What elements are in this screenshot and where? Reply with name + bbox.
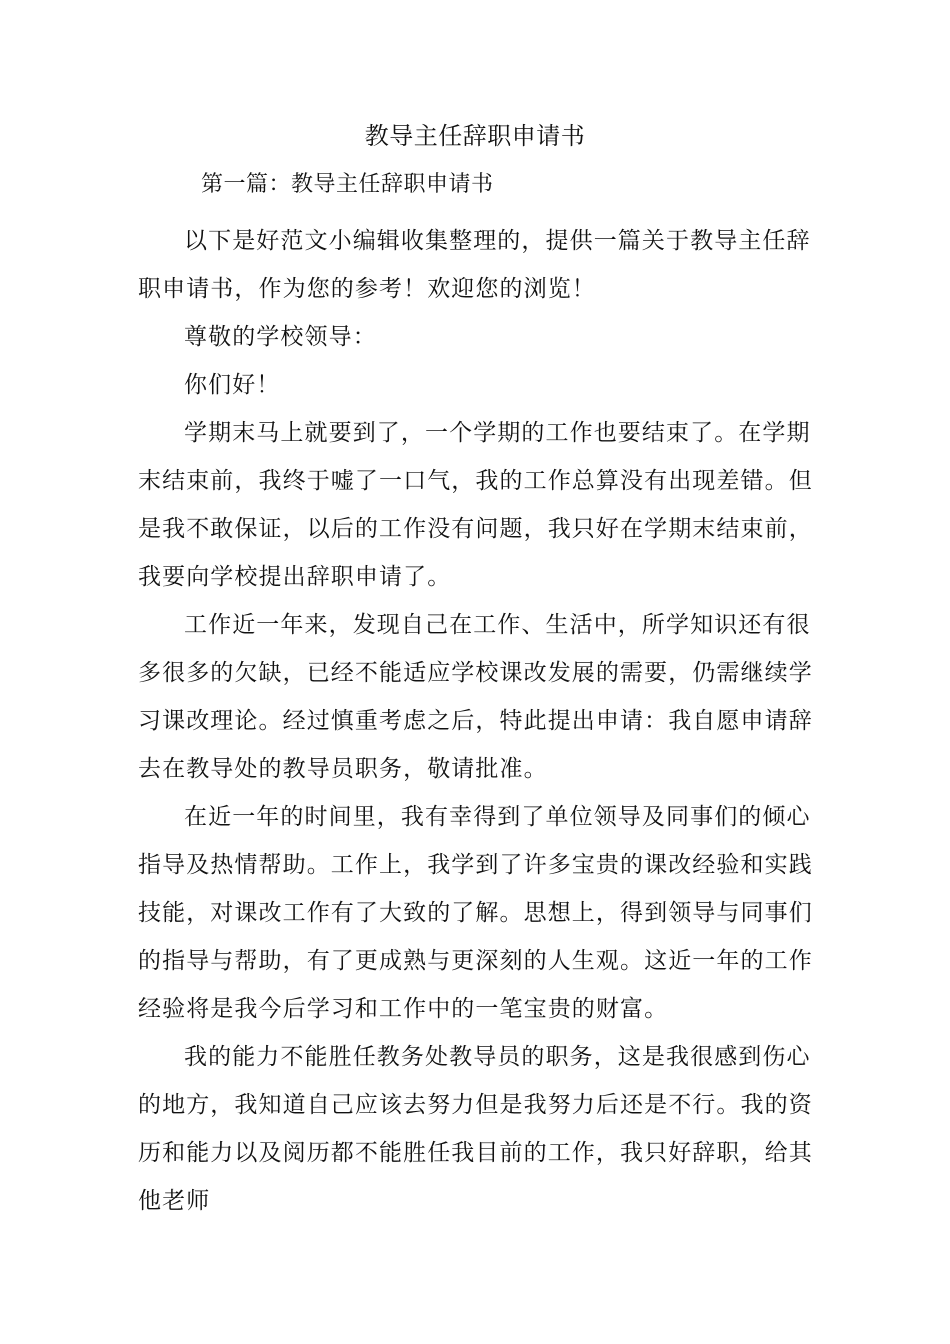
document-body [138,217,822,1225]
paragraph-gratitude: 在近一年的时间里，我有幸得到了单位领导及同事们的倾心指导及热情帮助。工作上，我学到了许多宝贵的课改经验和实践技能，对课改工作有了大致的了解。思想上，得到领导与同事们的指导与帮助，有了更成熟与更深刻的人生观。这近一年的工作经验将是我今后学习和工作中的一笔宝贵的财富。 [138,804,813,1022]
paragraph-reason: 工作近一年来，发现自己在工作、生活中，所学知识还有很多很多的欠缺，已经不能适应学校课改发展的需要，仍需继续学习课改理论。经过慎重考虑之后，特此提出申请：我自愿申请辞去在教导处的教导员职务，敬请批准。 [138,612,813,782]
document-subtitle: 第一篇：教导主任辞职申请书 [201,172,494,197]
paragraph-intro: 以下是好范文小编辑收集整理的，提供一篇关于教导主任辞职申请书，作为您的参考！欢迎您的浏览！ [138,228,811,302]
paragraph-semester-end: 学期末马上就要到了，一个学期的工作也要结束了。在学期末结束前，我终于嘘了一口气，我的工作总算没有出现差错。但是我不敢保证，以后的工作没有问题，我只好在学期末结束前，我要向学校提出辞职申请了。 [138,420,813,590]
paragraph-salutation: 尊敬的学校领导： [184,324,377,350]
paragraph-greeting: 你们好！ [184,372,281,398]
document-title: 教导主任辞职申请书 [364,122,586,150]
paragraph-ability: 我的能力不能胜任教务处教导员的职务，这是我很感到伤心的地方，我知道自己应该去努力但是我努力后还是不行。我的资历和能力以及阅历都不能胜任我目前的工作，我只好辞职，给其他老师 [138,1044,813,1214]
